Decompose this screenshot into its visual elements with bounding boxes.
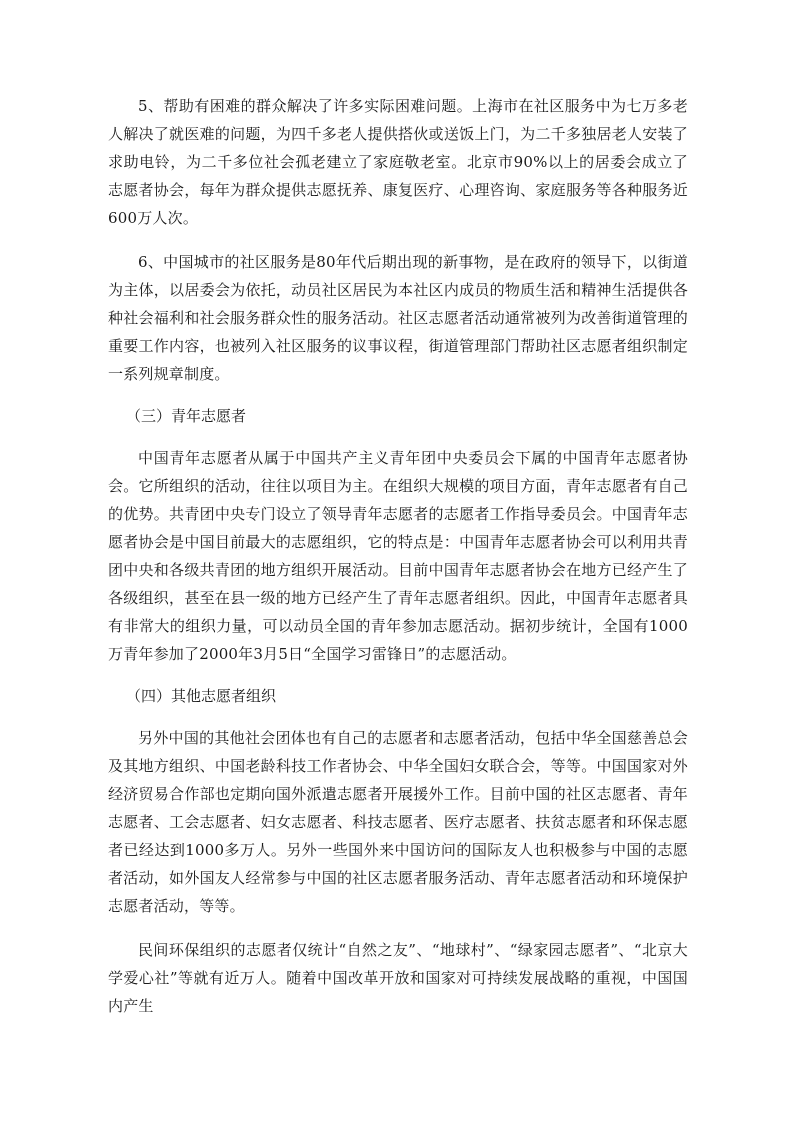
section-heading-other-organizations: （四）其他志愿者组织 xyxy=(126,687,277,705)
paragraph-community-help: 5、帮助有困难的群众解决了许多实际困难问题。上海市在社区服务中为七万多老人解决了就医难的问题，为四千多老人提供搭伙或送饭上门，为二千多独居老人安装了求助电铃，为二千多位社会孤老建立了家庭敬老室。北京市90%以上的居委会成立了志愿者协会，每年为群众提供志愿抚养、康复医疗、心理咨询、家庭服务等各种服务近600万人次。 xyxy=(108,97,688,227)
paragraph-gap xyxy=(108,668,688,682)
paragraph-gap xyxy=(108,920,688,936)
paragraph-gap xyxy=(108,388,688,402)
paragraph-youth-volunteers: 中国青年志愿者从属于中国共产主义青年团中央委员会下属的中国青年志愿者协会。它所组织的活动，往往以项目为主。在组织大规模的项目方面，青年志愿者有自己的优势。共青团中央专门设立了领导青年志愿者的志愿者工作指导委员会。中国青年志愿者协会是中国目前最大的志愿组织，它的特点是：中国青年志愿者协会可以利用共青团中央和各级共青团的地方组织开展活动。目前中国青年志愿者协会在地方已经产生了各级组织，甚至在县一级的地方已经产生了青年志愿者组织。因此，中国青年志愿者具有非常大的组织力量，可以动员全国的青年参加志愿活动。据初步统计，全国有1000万青年参加了2000年3月5日“全国学习雷锋日”的志愿活动。 xyxy=(108,449,688,663)
document-page xyxy=(108,92,688,1020)
paragraph-gap xyxy=(108,710,688,724)
paragraph-environmental-groups: 民间环保组织的志愿者仅统计“自然之友”、“地球村”、“绿家园志愿者”、“北京大学爱心社”等就有近万人。随着中国改革开放和国家对可持续发展战略的重视，中国国内产生 xyxy=(108,941,688,1015)
paragraph-gap xyxy=(108,232,688,248)
paragraph-other-organizations: 另外中国的其他社会团体也有自己的志愿者和志愿者活动，包括中华全国慈善总会及其地方组织、中国老龄科技工作者协会、中华全国妇女联合会，等等。中国国家对外经济贸易合作部也定期向国外派遣志愿者开展援外工作。目前中国的社区志愿者、青年志愿者、工会志愿者、妇女志愿者、科技志愿者、医疗志愿者、扶贫志愿者和环保志愿者已经达到1000多万人。另外一些国外来中国访问的国际友人也积极参与中国的志愿者活动，如外国友人经常参与中国的社区志愿者服务活动、青年志愿者活动和环境保护志愿者活动，等等。 xyxy=(108,729,688,915)
section-heading-youth-volunteers: （三）青年志愿者 xyxy=(126,407,247,425)
paragraph-community-service: 6、中国城市的社区服务是80年代后期出现的新事物，是在政府的领导下，以街道为主体，以居委会为依托，动员社区居民为本社区内成员的物质生活和精神生活提供各种社会福利和社会服务群众性的服务活动。社区志愿者活动通常被列为改善街道管理的重要工作内容，也被列入社区服务的议事议程，街道管理部门帮助社区志愿者组织制定一系列规章制度。 xyxy=(108,253,688,383)
paragraph-gap xyxy=(108,430,688,444)
